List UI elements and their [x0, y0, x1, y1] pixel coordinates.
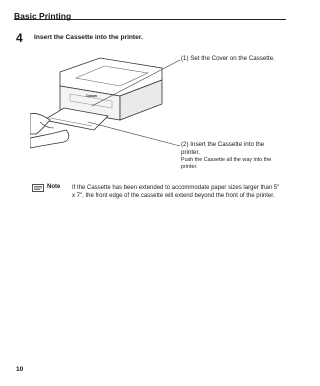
callout-1 [181, 55, 281, 63]
callout-2-leader [88, 122, 180, 146]
note-icon [32, 184, 44, 192]
step-number: 4 [16, 31, 23, 45]
callout-1-label: (1) Set the Cover on the Cassette. [181, 55, 275, 62]
printer-illustration [30, 50, 185, 170]
note-label: Note [47, 184, 61, 190]
page-number: 10 [16, 366, 24, 373]
brand-logo: Canon [86, 94, 97, 98]
page-header [14, 6, 286, 20]
step-title: Insert the Cassette into the printer. [34, 34, 143, 41]
left-hand [30, 113, 50, 134]
note-text: If the Cassette has been extended to accommodate paper sizes larger than 5" x 7", the front edge of the cassette will extend beyond the front of the printer. [72, 185, 280, 199]
callout-2-label: (2) Insert the Cassette into the printer. [181, 141, 265, 156]
callout-2-detail: Push the Cassette all the way into the printer. [181, 157, 272, 170]
section-title: Basic Printing [14, 11, 72, 21]
callout-2 [181, 141, 281, 171]
